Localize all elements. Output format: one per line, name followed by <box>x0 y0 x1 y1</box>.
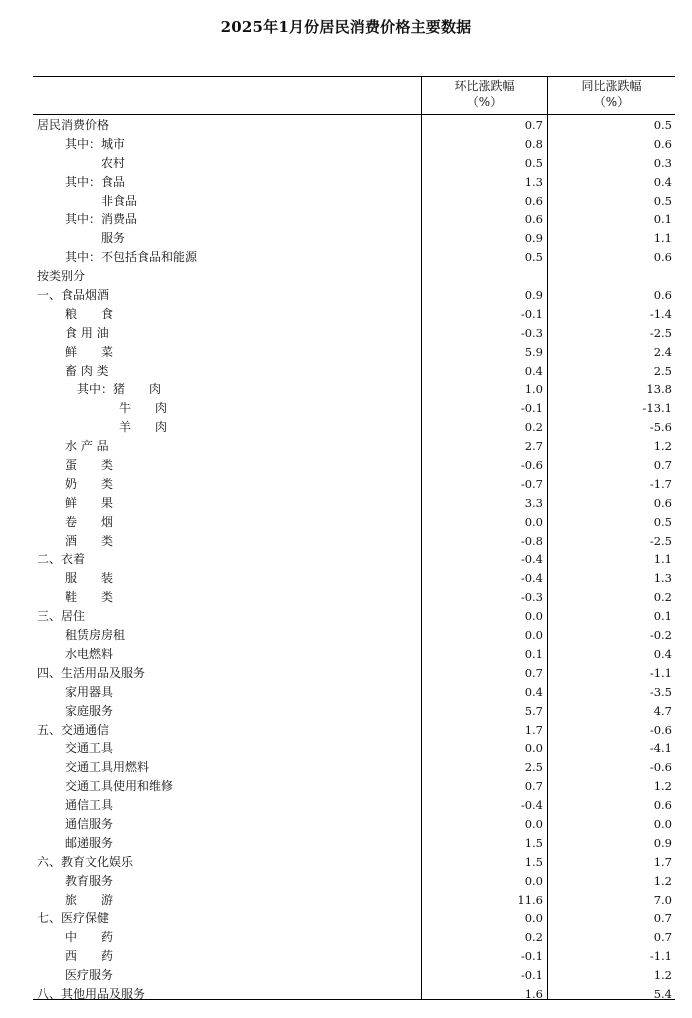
table-row <box>33 702 675 721</box>
row-label: 交通工具用燃料 <box>65 760 150 775</box>
row-yoy-value: 0.6 <box>653 495 672 510</box>
table-row <box>33 192 675 211</box>
row-yoy-value: -1.1 <box>649 949 672 964</box>
row-mom-value: 0.6 <box>524 193 543 208</box>
row-yoy-value: -0.6 <box>649 722 672 737</box>
row-label: 服务 <box>101 231 126 246</box>
row-label: 水电燃料 <box>65 646 114 661</box>
header-yoy <box>548 78 675 110</box>
row-mom-value: 1.5 <box>524 854 543 869</box>
table-row <box>33 343 675 362</box>
row-yoy-value: 2.5 <box>653 363 672 378</box>
row-yoy-value: -0.6 <box>649 760 672 775</box>
table-row <box>33 154 675 173</box>
row-yoy-value: 1.1 <box>653 552 672 567</box>
table-row <box>33 815 675 834</box>
row-mom-value: 1.6 <box>524 986 543 1001</box>
row-yoy-value: -5.6 <box>649 420 672 435</box>
row-mom-value: 0.7 <box>524 665 543 680</box>
row-yoy-value: -2.5 <box>649 533 672 548</box>
row-yoy-value: 0.4 <box>653 174 672 189</box>
row-label: 牛 肉 <box>119 401 168 416</box>
table-row <box>33 966 675 985</box>
row-yoy-value: 1.2 <box>653 873 672 888</box>
row-mom-value: 0.5 <box>524 250 543 265</box>
row-mom-value: 0.4 <box>524 684 543 699</box>
row-mom-value: -0.4 <box>520 552 543 567</box>
row-mom-value: 2.7 <box>524 439 543 454</box>
row-mom-value: -0.4 <box>520 798 543 813</box>
table-row <box>33 248 675 267</box>
row-yoy-value: 4.7 <box>653 703 672 718</box>
row-yoy-value: 0.0 <box>653 816 672 831</box>
row-mom-value: 3.3 <box>524 495 543 510</box>
header-mom-title: 环比涨跌幅 <box>454 79 515 93</box>
row-label: 家庭服务 <box>65 703 114 718</box>
row-yoy-value: 1.2 <box>653 439 672 454</box>
row-label: 教育服务 <box>65 873 114 888</box>
table-header-rule <box>33 114 675 115</box>
row-yoy-value: 0.6 <box>653 288 672 303</box>
row-yoy-value: -2.5 <box>649 325 672 340</box>
table-row <box>33 607 675 626</box>
row-label: 租赁房房租 <box>65 628 126 643</box>
row-mom-value: 1.0 <box>524 382 543 397</box>
row-mom-value: 0.0 <box>524 873 543 888</box>
row-label: 水 产 品 <box>65 439 109 454</box>
row-yoy-value: 13.8 <box>646 382 672 397</box>
row-mom-value: 5.9 <box>524 344 543 359</box>
row-mom-value: 0.7 <box>524 779 543 794</box>
row-yoy-value: 7.0 <box>653 892 672 907</box>
table-row <box>33 324 675 343</box>
row-mom-value: 0.9 <box>524 231 543 246</box>
row-label: 羊 肉 <box>119 420 168 435</box>
row-yoy-value: -13.1 <box>642 401 672 416</box>
row-label: 奶 类 <box>65 476 114 491</box>
row-yoy-value: 2.4 <box>653 344 672 359</box>
table-row <box>33 267 675 286</box>
row-label: 酒 类 <box>65 533 114 548</box>
row-yoy-value: 1.1 <box>653 231 672 246</box>
row-mom-value: 0.9 <box>524 288 543 303</box>
row-label: 邮递服务 <box>65 835 114 850</box>
row-label: 其中：消费品 <box>65 212 138 227</box>
row-yoy-value: 0.6 <box>653 250 672 265</box>
row-mom-value: 0.2 <box>524 930 543 945</box>
table-row <box>33 891 675 910</box>
table-row <box>33 475 675 494</box>
row-mom-value: -0.1 <box>520 306 543 321</box>
table-row <box>33 569 675 588</box>
row-label: 医疗服务 <box>65 968 114 983</box>
row-mom-value: -0.1 <box>520 968 543 983</box>
row-yoy-value: 0.9 <box>653 835 672 850</box>
row-mom-value: 0.0 <box>524 816 543 831</box>
row-label: 交通工具使用和维修 <box>65 779 174 794</box>
row-mom-value: -0.3 <box>520 590 543 605</box>
row-yoy-value: 0.3 <box>653 155 672 170</box>
row-mom-value: 0.5 <box>524 155 543 170</box>
row-mom-value: -0.1 <box>520 401 543 416</box>
row-mom-value: 1.5 <box>524 835 543 850</box>
row-mom-value: -0.4 <box>520 571 543 586</box>
table-row <box>33 437 675 456</box>
row-mom-value: -0.6 <box>520 458 543 473</box>
table-row <box>33 758 675 777</box>
row-yoy-value: -1.7 <box>649 476 672 491</box>
table-row <box>33 456 675 475</box>
row-label: 鞋 类 <box>65 590 114 605</box>
row-label: 二、衣着 <box>37 552 86 567</box>
table-top-rule <box>33 76 675 77</box>
row-yoy-value: -4.1 <box>649 741 672 756</box>
row-label: 其中：食品 <box>65 174 126 189</box>
header-mom <box>422 78 547 110</box>
header-mom-unit: （%） <box>466 95 503 109</box>
row-mom-value: 0.8 <box>524 136 543 151</box>
row-mom-value: 0.0 <box>524 514 543 529</box>
row-label: 其中：城市 <box>65 136 126 151</box>
row-mom-value: 0.0 <box>524 628 543 643</box>
row-label: 其中：不包括食品和能源 <box>65 250 198 265</box>
table-row <box>33 985 675 1004</box>
table-row <box>33 645 675 664</box>
row-yoy-value: 0.7 <box>653 930 672 945</box>
row-mom-value: 11.6 <box>517 892 543 907</box>
row-label: 鲜 果 <box>65 495 114 510</box>
row-yoy-value: 1.2 <box>653 968 672 983</box>
table-row <box>33 739 675 758</box>
page-title: 2025年1月份居民消费价格主要数据 <box>220 18 472 36</box>
row-label: 卷 烟 <box>65 514 114 529</box>
row-yoy-value: -3.5 <box>649 684 672 699</box>
table-row <box>33 305 675 324</box>
row-yoy-value: -1.1 <box>649 665 672 680</box>
header-yoy-unit: （%） <box>593 95 630 109</box>
table-row <box>33 872 675 891</box>
row-yoy-value: 0.5 <box>653 514 672 529</box>
row-mom-value: 0.7 <box>524 118 543 132</box>
table-row <box>33 286 675 305</box>
row-yoy-value: 0.7 <box>653 911 672 926</box>
row-yoy-value: 0.2 <box>653 590 672 605</box>
table-row <box>33 588 675 607</box>
row-label: 四、生活用品及服务 <box>37 665 146 680</box>
row-label: 粮 食 <box>65 306 114 321</box>
row-yoy-value: 0.6 <box>653 798 672 813</box>
row-label: 鲜 菜 <box>65 344 114 359</box>
table-row <box>33 380 675 399</box>
table-row <box>33 532 675 551</box>
table-row <box>33 362 675 381</box>
row-label: 服 装 <box>65 571 114 586</box>
row-yoy-value: -0.2 <box>649 628 672 643</box>
table-row <box>33 418 675 437</box>
table-row <box>33 796 675 815</box>
row-label: 六、教育文化娱乐 <box>37 854 134 869</box>
table-row <box>33 909 675 928</box>
row-mom-value: 0.0 <box>524 609 543 624</box>
row-mom-value: 0.2 <box>524 420 543 435</box>
row-mom-value: -0.3 <box>520 325 543 340</box>
row-label: 七、医疗保健 <box>37 911 110 926</box>
row-mom-value: 0.0 <box>524 741 543 756</box>
table-row <box>33 494 675 513</box>
table-body <box>33 116 675 1004</box>
table-row <box>33 853 675 872</box>
row-label: 通信服务 <box>65 816 114 831</box>
row-label: 通信工具 <box>65 798 114 813</box>
row-label: 旅 游 <box>65 892 114 907</box>
row-mom-value: 5.7 <box>524 703 543 718</box>
table-row <box>33 947 675 966</box>
row-yoy-value: 0.6 <box>653 136 672 151</box>
table-row <box>33 721 675 740</box>
row-mom-value: 1.3 <box>524 174 543 189</box>
row-label: 农村 <box>101 155 126 170</box>
row-yoy-value: 0.1 <box>653 212 672 227</box>
row-label: 五、交通通信 <box>37 722 110 737</box>
table-row <box>33 664 675 683</box>
row-yoy-value: 0.7 <box>653 458 672 473</box>
table-row <box>33 550 675 569</box>
row-yoy-value: 0.1 <box>653 609 672 624</box>
row-yoy-value: 1.7 <box>653 854 672 869</box>
row-mom-value: 0.4 <box>524 363 543 378</box>
row-mom-value: -0.8 <box>520 533 543 548</box>
row-mom-value: -0.1 <box>520 949 543 964</box>
row-mom-value: 2.5 <box>524 760 543 775</box>
table-row <box>33 210 675 229</box>
row-yoy-value: 1.3 <box>653 571 672 586</box>
row-mom-value: 0.6 <box>524 212 543 227</box>
row-yoy-value: 0.5 <box>653 118 672 132</box>
row-mom-value: -0.7 <box>520 476 543 491</box>
table-row <box>33 626 675 645</box>
row-label: 三、居住 <box>37 609 86 624</box>
table-row <box>33 173 675 192</box>
row-mom-value: 0.0 <box>524 911 543 926</box>
row-label: 交通工具 <box>65 741 114 756</box>
row-yoy-value: 0.5 <box>653 193 672 208</box>
row-label: 一、食品烟酒 <box>37 288 110 303</box>
row-mom-value: 1.7 <box>524 722 543 737</box>
row-label: 八、其他用品及服务 <box>37 986 146 1001</box>
row-yoy-value: 5.4 <box>653 986 672 1001</box>
table-row <box>33 399 675 418</box>
table-row <box>33 513 675 532</box>
row-label: 非食品 <box>101 193 138 208</box>
row-yoy-value: 0.4 <box>653 646 672 661</box>
table-row <box>33 834 675 853</box>
row-label: 西 药 <box>65 949 114 964</box>
row-label: 居民消费价格 <box>37 118 110 132</box>
table-row <box>33 683 675 702</box>
row-yoy-value: -1.4 <box>649 306 672 321</box>
row-mom-value: 0.1 <box>524 646 543 661</box>
table-row <box>33 777 675 796</box>
header-yoy-title: 同比涨跌幅 <box>581 79 642 93</box>
row-label: 其中：猪 肉 <box>77 382 162 397</box>
row-yoy-value: 1.2 <box>653 779 672 794</box>
row-label: 家用器具 <box>65 684 114 699</box>
table-row <box>33 229 675 248</box>
table-row <box>33 116 675 135</box>
row-label: 蛋 类 <box>65 458 114 473</box>
row-label: 按类别分 <box>37 269 86 284</box>
table-row <box>33 928 675 947</box>
row-label: 畜 肉 类 <box>65 363 109 378</box>
row-label: 中 药 <box>65 930 114 945</box>
table-row <box>33 135 675 154</box>
row-label: 食 用 油 <box>65 325 109 340</box>
